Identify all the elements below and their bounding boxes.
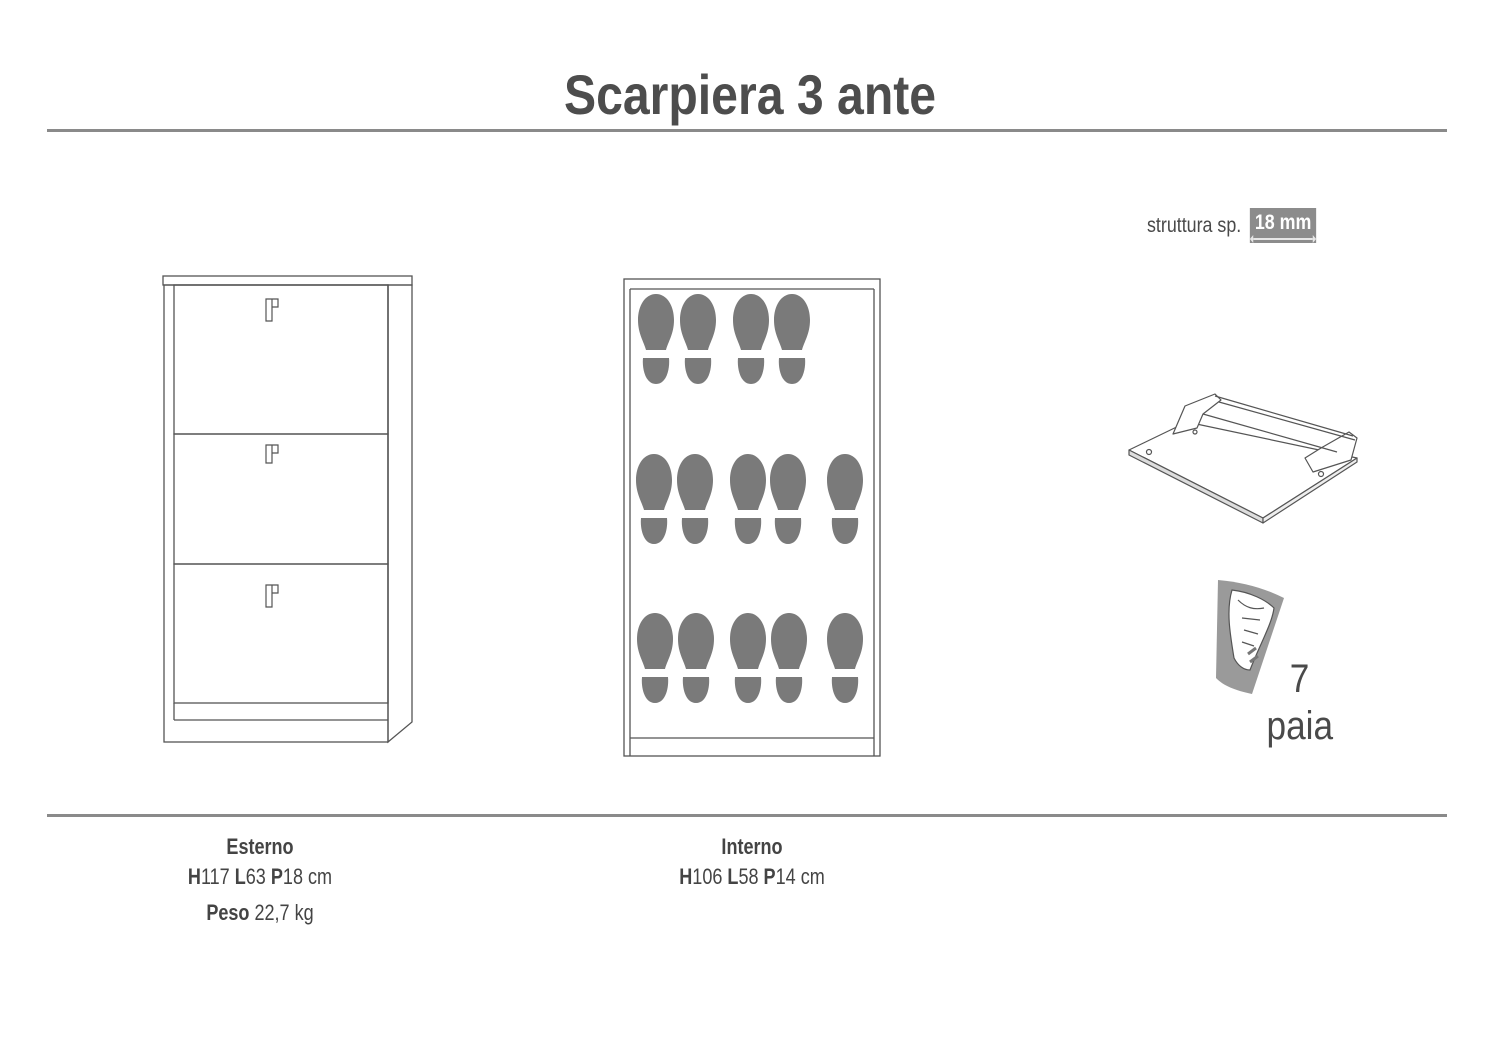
footprint-icon (827, 613, 863, 703)
footprint-icon (774, 294, 810, 384)
internal-size (670, 864, 834, 890)
footprint-icon (771, 613, 807, 703)
height-key: H (187, 864, 201, 889)
weight-value: 22,7 kg (254, 900, 314, 925)
footprint-icon (637, 613, 673, 703)
double-arrow-icon (1253, 238, 1313, 240)
external-dimensions (170, 834, 350, 926)
cabinet-front-drawing (160, 272, 420, 750)
depth-key: P (270, 864, 283, 889)
internal-dimensions (670, 834, 834, 890)
depth-value: 14 (775, 864, 796, 889)
footprint-icon (730, 454, 766, 544)
footprint-icon (636, 454, 672, 544)
height-value: 106 (692, 864, 723, 889)
height-key: H (679, 864, 693, 889)
depth-value: 18 (282, 864, 303, 889)
external-heading: Esterno (226, 834, 294, 859)
size-unit: cm (800, 864, 825, 889)
width-value: 58 (738, 864, 759, 889)
footprint-icon (770, 454, 806, 544)
capacity-unit: paia (1266, 704, 1334, 748)
width-value: 63 (245, 864, 266, 889)
footprint-icon (827, 454, 863, 544)
height-value: 117 (200, 864, 230, 889)
internal-heading: Interno (721, 834, 783, 859)
structure-thickness (1147, 208, 1317, 243)
width-key: L (234, 864, 246, 889)
top-divider (47, 129, 1447, 132)
handle-icon (266, 445, 278, 463)
shoe-capacity (1267, 656, 1333, 750)
footprint-icon (730, 613, 766, 703)
footprint-icon (733, 294, 769, 384)
external-weight (170, 900, 350, 926)
width-key: L (727, 864, 739, 889)
footprint-icon (680, 294, 716, 384)
bottom-divider (47, 814, 1447, 817)
capacity-count: 7 (1289, 657, 1310, 701)
thickness-badge (1250, 208, 1317, 243)
footprint-icon (677, 454, 713, 544)
depth-key: P (763, 864, 776, 889)
external-size (170, 864, 350, 890)
size-unit: cm (308, 864, 333, 889)
footprint-icon (678, 613, 714, 703)
thickness-label: struttura sp. (1147, 213, 1242, 237)
thickness-value: 18 mm (1254, 211, 1312, 234)
footprint-icon (638, 294, 674, 384)
weight-key: Peso (206, 900, 250, 925)
handle-icon (266, 585, 278, 607)
cabinet-interior-drawing (620, 275, 885, 760)
shoe-shelf-drawing (1125, 388, 1365, 528)
page-title: Scarpiera 3 ante (563, 63, 937, 126)
handle-icon (266, 299, 278, 321)
